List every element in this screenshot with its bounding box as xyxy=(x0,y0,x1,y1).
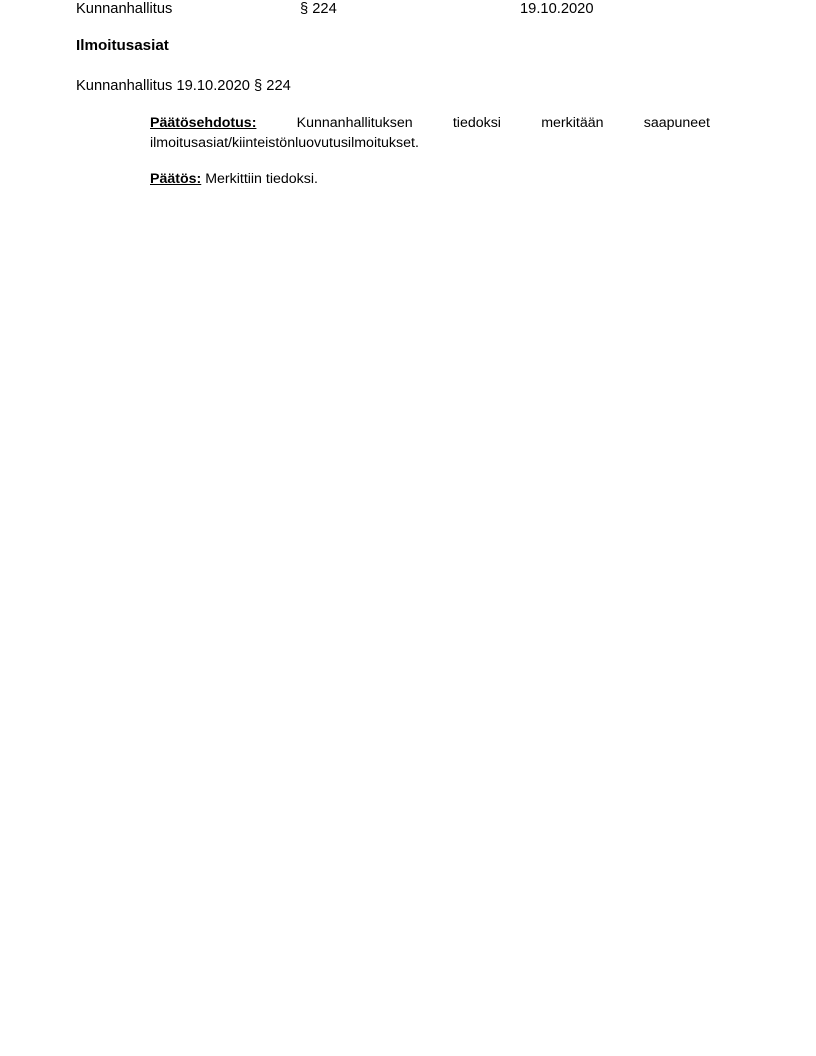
decision-block xyxy=(150,170,710,190)
header-date: 19.10.2020 xyxy=(520,1,594,17)
decision-proposal-text: Kunnanhallituksen tiedoksi merkitään saapuneet ilmoitusasiat/kiinteistönluovutusilmoitukset. xyxy=(150,115,710,151)
decision-proposal-block xyxy=(150,114,710,153)
decision-proposal-label: Päätösehdotus: xyxy=(150,115,257,131)
agenda-item-reference: Kunnanhallitus 19.10.2020 § 224 xyxy=(76,78,291,94)
header-section-number: § 224 xyxy=(300,1,337,17)
header-organ: Kunnanhallitus xyxy=(76,1,173,17)
page-title: Ilmoitusasiat xyxy=(76,37,169,54)
decision-label: Päätös: xyxy=(150,171,202,187)
decision-text: Merkittiin tiedoksi. xyxy=(201,171,318,187)
